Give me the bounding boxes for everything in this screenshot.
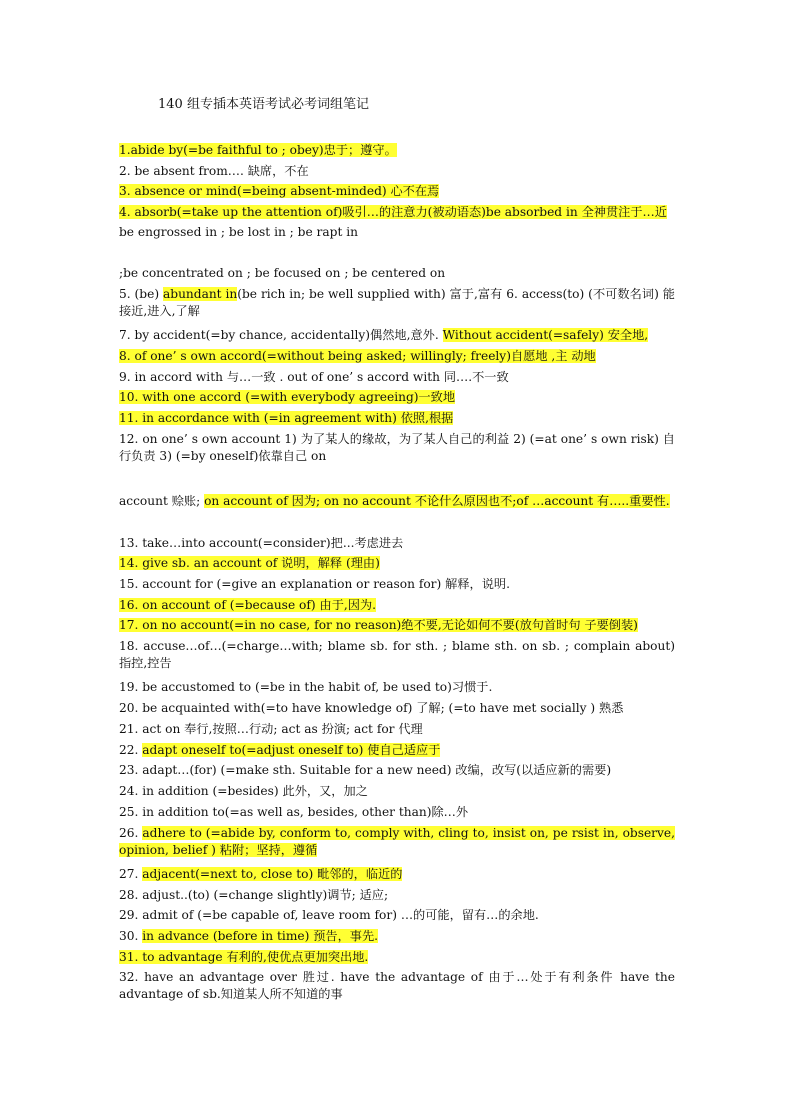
line-text: 24. in addition (=besides) 此外，又，加之 — [119, 784, 368, 798]
highlighted-text: on account of 因为; on no account 不论什么原因也不;of …account 有…..重要性. — [204, 494, 670, 508]
line-text: 23. adapt…(for) (=make sth. Suitable for a new need) 改编，改写(以适应新的需要) — [119, 763, 612, 777]
vocab-line — [119, 866, 675, 883]
line-text: 7. by accident(=by chance, accidentally)偶然地,意外. — [119, 328, 443, 342]
line-text: 26. — [119, 826, 143, 840]
vocab-line — [119, 286, 675, 320]
vocab-line — [119, 949, 675, 966]
vocab-line — [119, 679, 675, 696]
vocab-line — [119, 327, 675, 344]
line-text: 32. have an advantage over 胜过. have the advantage of 由于…处于有利条件 have the advantage of sb.知道某人所不知道的事 — [119, 970, 675, 1001]
highlighted-text: 11. in accordance with (=in agreement with) 依照,根据 — [119, 411, 454, 425]
line-text: 9. in accord with 与…一致 . out of one’ s accord with 同….不一致 — [119, 370, 509, 384]
vocab-line — [119, 204, 675, 221]
highlighted-text: 10. with one accord (=with everybody agreeing)一致地 — [119, 390, 456, 404]
vocab-line — [119, 887, 675, 904]
vocab-line — [119, 576, 675, 593]
vocab-line — [119, 783, 675, 800]
line-text: 30. — [119, 929, 143, 943]
vocab-line — [119, 431, 675, 465]
line-text: 13. take…into account(=consider)把...考虑进去 — [119, 536, 404, 550]
vocab-line — [119, 825, 675, 859]
highlighted-text: adjacent(=next to, close to) 毗邻的，临近的 — [142, 867, 403, 881]
highlighted-text: in advance (before in time) 预告，事先. — [142, 929, 379, 943]
line-text: 19. be accustomed to (=be in the habit of, be used to)习惯于. — [119, 680, 493, 694]
line-text: 15. account for (=give an explanation or reason for) 解释，说明. — [119, 577, 510, 591]
line-text: 21. act on 奉行,按照…行动; act as 扮演; act for 代理 — [119, 722, 423, 736]
vocab-line — [119, 369, 675, 386]
vocab-line — [119, 163, 675, 180]
vocab-line — [119, 638, 675, 672]
line-text: 25. in addition to(=as well as, besides, other than)除…外 — [119, 805, 469, 819]
highlighted-text: 8. of one’ s own accord(=without being asked; willingly; freely)自愿地 ,主 动地 — [119, 349, 596, 363]
line-text: (be rich in; be well supplied with) 富于,富有 6. access(to) (不可数名词) 能接近,进入,了解 — [119, 287, 675, 318]
line-text: account 赊账; — [119, 494, 205, 508]
vocab-line — [119, 804, 675, 821]
highlighted-text: 16. on account of (=because of) 由于,因为. — [119, 598, 377, 612]
highlighted-text: Without accident(=safely) 安全地, — [442, 328, 649, 342]
vocab-line — [119, 969, 675, 1003]
highlighted-text: 14. give sb. an account of 说明，解释 (理由) — [119, 556, 380, 570]
highlighted-text: 3. absence or mind(=being absent-minded) 心不在焉 — [119, 184, 440, 198]
line-text: 12. on one’ s own account 1) 为了某人的缘故，为了某人自己的利益 2) (=at one’ s own risk) 自行负责 3) (=by oneself)依靠自己 on — [119, 432, 675, 463]
vocab-line — [119, 700, 675, 717]
vocab-line — [119, 617, 675, 634]
line-text: 28. adjust..(to) (=change slightly)调节; 适应; — [119, 888, 389, 902]
vocab-line — [119, 555, 675, 572]
vocab-line — [119, 389, 675, 406]
line-text: be engrossed in ; be lost in ; be rapt in — [119, 225, 358, 239]
highlighted-text: adhere to (=abide by, conform to, comply with, cling to, insist on, pe rsist in, observe, opinion, belief ) 粘附；坚持，遵循 — [119, 826, 675, 857]
vocab-line — [119, 183, 675, 200]
line-text: 5. (be) — [119, 287, 163, 301]
vocab-line — [119, 721, 675, 738]
vocab-line — [119, 907, 675, 924]
vocab-line — [119, 348, 675, 365]
vocab-line — [119, 597, 675, 614]
vocab-line — [119, 265, 675, 282]
highlighted-text: adapt oneself to(=adjust oneself to) 使自己适应于 — [142, 743, 441, 757]
vocab-line — [119, 535, 675, 552]
highlighted-text: 4. absorb(=take up the attention of)吸引…的注意力(被动语态)be absorbed in 全神贯注于…近 — [119, 205, 667, 219]
line-text: 20. be acquainted with(=to have knowledge of) 了解; (=to have met socially ) 熟悉 — [119, 701, 624, 715]
document-title: 140 组专插本英语考试必考词组笔记 — [158, 97, 369, 112]
vocab-line — [119, 742, 675, 759]
highlighted-text: 31. to advantage 有利的,使优点更加突出地. — [119, 950, 369, 964]
vocab-line — [119, 493, 675, 510]
vocab-line — [119, 928, 675, 945]
line-text: ;be concentrated on ; be focused on ; be centered on — [119, 266, 446, 280]
vocab-line — [119, 142, 675, 159]
line-text: 18. accuse…of…(=charge…with; blame sb. for sth. ; blame sth. on sb. ; complain about) 指控,控告 — [119, 639, 675, 670]
vocab-line — [119, 410, 675, 427]
line-text: 22. — [119, 743, 143, 757]
line-text: 29. admit of (=be capable of, leave room for) …的可能，留有…的余地. — [119, 908, 539, 922]
highlighted-text: 17. on no account(=in no case, for no reason)绝不要,无论如何不要(放句首时句 子要倒装) — [119, 618, 638, 632]
vocab-line — [119, 224, 675, 241]
highlighted-text: 1.abide by(=be faithful to ; obey)忠于；遵守。 — [119, 143, 397, 157]
vocab-line — [119, 762, 675, 779]
line-text: 2. be absent from…. 缺席，不在 — [119, 164, 309, 178]
line-text: 27. — [119, 867, 143, 881]
highlighted-text: abundant in — [163, 287, 238, 301]
